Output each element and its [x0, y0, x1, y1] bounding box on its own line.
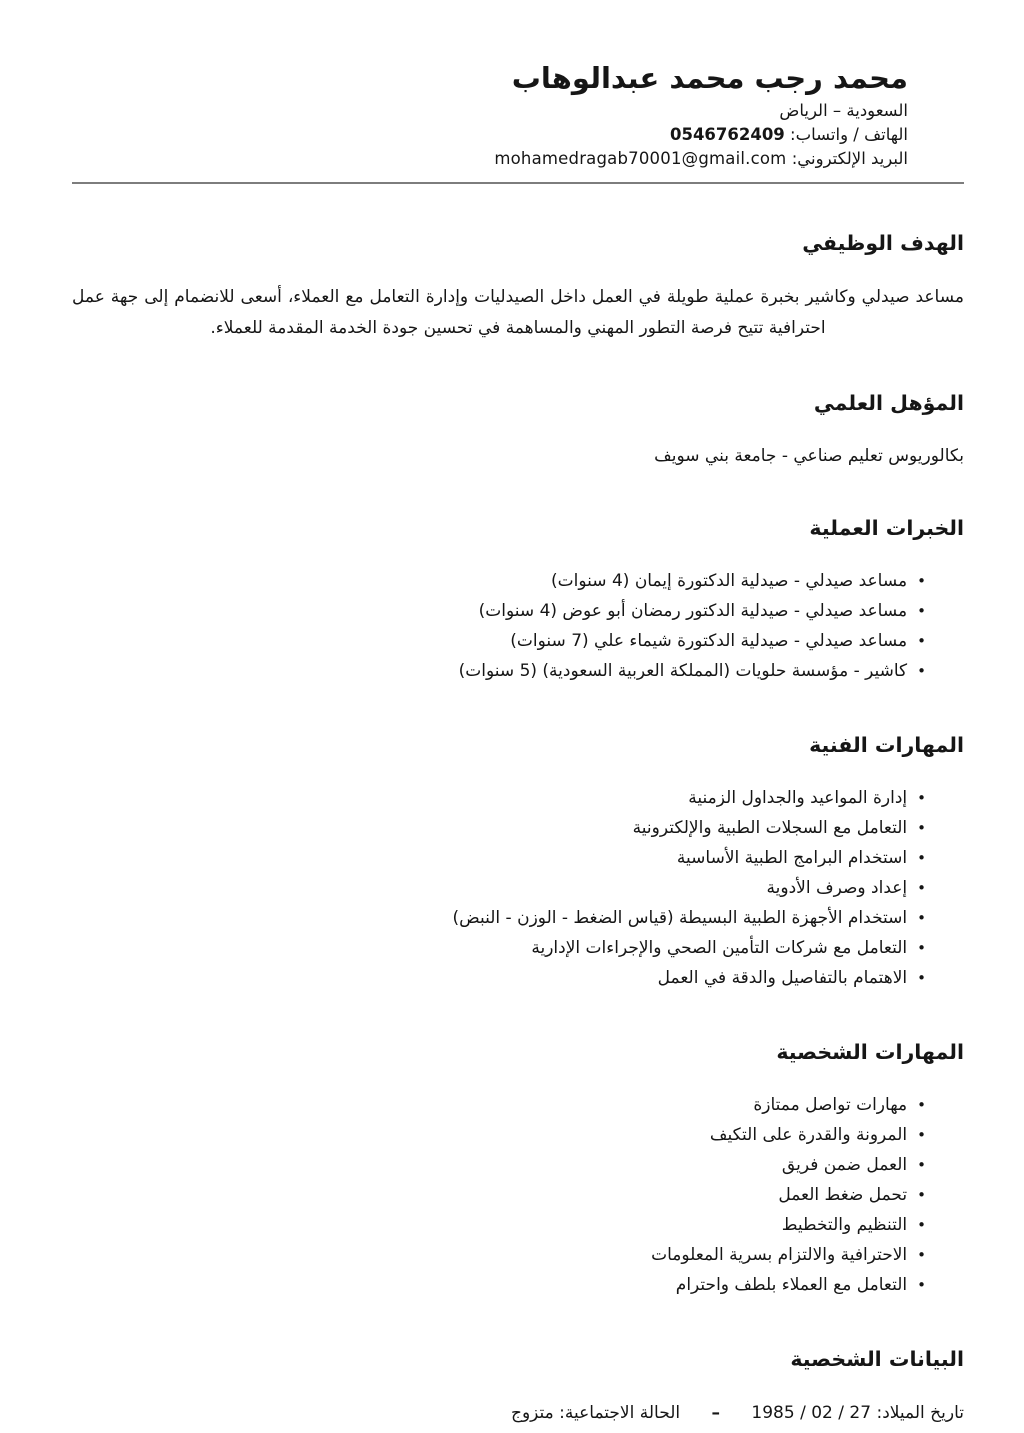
experience-list: [72, 566, 964, 686]
section-objective: [72, 229, 964, 344]
phone-label: الهاتف / واتساب:: [790, 125, 908, 144]
phone-number: 0546762409: [669, 125, 785, 144]
technical-skills-list: [72, 783, 964, 993]
personal-skills-list: [72, 1090, 964, 1300]
dash-separator: –: [711, 1403, 721, 1423]
section-personal-skills: [72, 1038, 964, 1300]
personal-skill-item: • التعامل مع العملاء بلطف واحترام: [72, 1270, 926, 1300]
objective-title: الهدف الوظيفي: [802, 231, 964, 255]
technical-skill-item: • التعامل مع السجلات الطبية والإلكترونية: [72, 813, 926, 843]
technical-skills-title: المهارات الفنية: [809, 733, 964, 757]
experience-item: • مساعد صيدلي - صيدلية الدكتور رمضان أبو عوض (4 سنوات): [72, 596, 926, 626]
section-technical-skills: [72, 731, 964, 993]
technical-skill-item: • استخدام الأجهزة الطبية البسيطة (قياس الضغط - الوزن - النبض): [72, 903, 926, 933]
personal-skill-item: • تحمل ضغط العمل: [72, 1180, 926, 1210]
experience-item: • مساعد صيدلي - صيدلية الدكتورة إيمان (4 سنوات): [72, 566, 926, 596]
technical-skill-item: • التعامل مع شركات التأمين الصحي والإجراءات الإدارية: [72, 933, 926, 963]
personal-skill-item: • التنظيم والتخطيط: [72, 1210, 926, 1240]
full-name: محمد رجب محمد عبدالوهاب: [511, 61, 908, 95]
email-address: mohamedragab70001@gmail.com: [494, 149, 787, 168]
phone-line: [72, 123, 908, 146]
technical-skill-item: • الاهتمام بالتفاصيل والدقة في العمل: [72, 963, 926, 993]
section-experience: [72, 514, 964, 686]
personal-skills-title: المهارات الشخصية: [776, 1040, 964, 1064]
personal-skill-item: • العمل ضمن فريق: [72, 1150, 926, 1180]
experience-item: • مساعد صيدلي - صيدلية الدكتورة شيماء علي (7 سنوات): [72, 626, 926, 656]
education-title: المؤهل العلمي: [813, 391, 964, 415]
personal-skill-item: • مهارات تواصل ممتازة: [72, 1090, 926, 1120]
technical-skill-item: • إعداد وصرف الأدوية: [72, 873, 926, 903]
experience-title: الخبرات العملية: [809, 516, 964, 540]
objective-text: مساعد صيدلي وكاشير بخبرة عملية طويلة في العمل داخل الصيدليات وإدارة التعامل مع العملاء، أسعى للانضمام إلى جهة عمل احترافية تتيح فرصة التطور المهني والمساهمة في تحسين جودة الخدمة المقدمة للعملاء.: [72, 287, 964, 338]
location-line: السعودية – الرياض: [779, 101, 908, 120]
email-line: [72, 147, 908, 170]
email-label: البريد الإلكتروني:: [791, 149, 908, 168]
header-divider: [72, 182, 964, 184]
experience-item: • كاشير - مؤسسة حلويات (المملكة العربية السعودية) (5 سنوات): [72, 656, 926, 686]
birth-date-text: تاريخ الميلاد: 27 / 02 / 1985: [751, 1403, 964, 1423]
section-personal-data: [72, 1345, 964, 1426]
header: [72, 58, 964, 170]
technical-skill-item: • استخدام البرامج الطبية الأساسية: [72, 843, 926, 873]
marital-status-text: الحالة الاجتماعية: متزوج: [510, 1403, 681, 1423]
technical-skill-item: • إدارة المواعيد والجداول الزمنية: [72, 783, 926, 813]
education-degree: بكالوريوس تعليم صناعي - جامعة بني سويف: [654, 446, 964, 466]
personal-data-line: [72, 1400, 964, 1426]
personal-skill-item: • الاحترافية والالتزام بسرية المعلومات: [72, 1240, 926, 1270]
personal-skill-item: • المرونة والقدرة على التكيف: [72, 1120, 926, 1150]
section-education: [72, 389, 964, 469]
personal-data-title: البيانات الشخصية: [790, 1347, 964, 1371]
